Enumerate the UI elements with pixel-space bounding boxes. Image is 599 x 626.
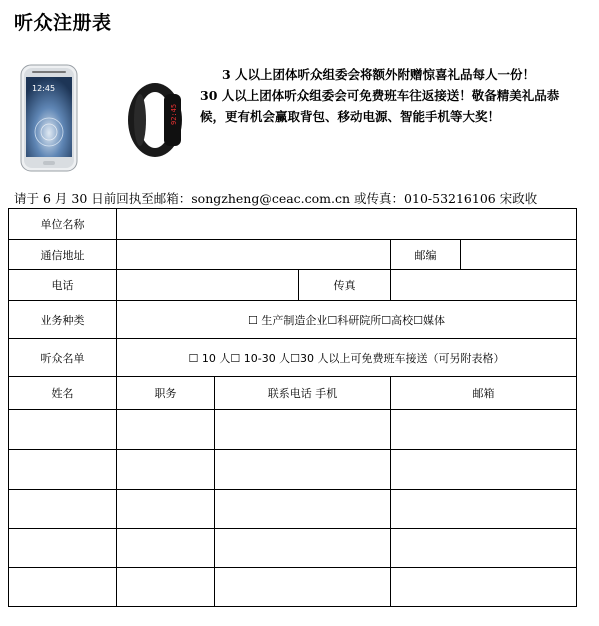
attendee-title-cell[interactable] [117, 410, 215, 450]
attendee-name-cell[interactable] [9, 529, 117, 568]
attendee-email-cell[interactable] [391, 490, 577, 529]
postcode-field[interactable] [461, 240, 577, 270]
address-field[interactable] [117, 240, 391, 270]
unit-name-field[interactable] [117, 209, 577, 240]
registration-table [8, 208, 577, 607]
phone-label: 电话 [9, 270, 117, 301]
promo-text [200, 64, 578, 127]
attendee-email-cell[interactable] [391, 529, 577, 568]
attendee-email-cell[interactable] [391, 568, 577, 607]
attendee-row [9, 529, 577, 568]
attendee-phone-cell[interactable] [215, 568, 391, 607]
address-label: 通信地址 [9, 240, 117, 270]
attendee-row [9, 568, 577, 607]
attendee-title-cell[interactable] [117, 568, 215, 607]
attendee-email-cell[interactable] [391, 410, 577, 450]
band-display-text: 92:45 [170, 103, 178, 125]
attendee-title-cell[interactable] [117, 529, 215, 568]
page-title: 听众注册表 [14, 12, 112, 34]
attendee-row [9, 490, 577, 529]
phone-field[interactable] [117, 270, 299, 301]
attendee-title-cell[interactable] [117, 490, 215, 529]
business-type-label: 业务种类 [9, 301, 117, 339]
attendee-name-cell[interactable] [9, 568, 117, 607]
column-header-email: 邮箱 [391, 377, 577, 410]
attendee-phone-cell[interactable] [215, 529, 391, 568]
promo-line-2: 30 人以上团体听众组委会可免费班车往返接送！敬备精美礼品恭候，更有机会赢取背包、移动电源、智能手机等大奖！ [200, 88, 560, 124]
promo-line-1: 3 人以上团体听众组委会将额外附赠惊喜礼品每人一份！ [222, 67, 536, 82]
attendee-name-cell[interactable] [9, 410, 117, 450]
smart-band-image [118, 76, 188, 162]
unit-name-label: 单位名称 [9, 209, 117, 240]
smartphone-image [20, 64, 78, 172]
postcode-label: 邮编 [391, 240, 461, 270]
submission-notice: 请于 6 月 30 日前回执至邮箱：songzheng@ceac.com.cn 或传真：010-53216106 宋政收 [14, 191, 538, 206]
fax-field[interactable] [391, 270, 577, 301]
attendees-options[interactable]: ☐ 10 人☐ 10-30 人☐30 人以上可免费班车接送（可另附表格） [117, 339, 577, 377]
attendee-title-cell[interactable] [117, 450, 215, 490]
attendee-name-cell[interactable] [9, 450, 117, 490]
attendee-phone-cell[interactable] [215, 410, 391, 450]
column-header-name: 姓名 [9, 377, 117, 410]
attendee-row [9, 410, 577, 450]
column-header-title: 职务 [117, 377, 215, 410]
column-header-phone: 联系电话 手机 [215, 377, 391, 410]
attendee-row [9, 450, 577, 490]
business-type-options[interactable]: ☐ 生产制造企业☐科研院所☐高校☐媒体 [117, 301, 577, 339]
fax-label: 传真 [299, 270, 391, 301]
attendee-phone-cell[interactable] [215, 450, 391, 490]
attendee-name-cell[interactable] [9, 490, 117, 529]
attendees-label: 听众名单 [9, 339, 117, 377]
phone-clock-text: 12:45 [32, 84, 56, 93]
attendee-phone-cell[interactable] [215, 490, 391, 529]
attendee-email-cell[interactable] [391, 450, 577, 490]
